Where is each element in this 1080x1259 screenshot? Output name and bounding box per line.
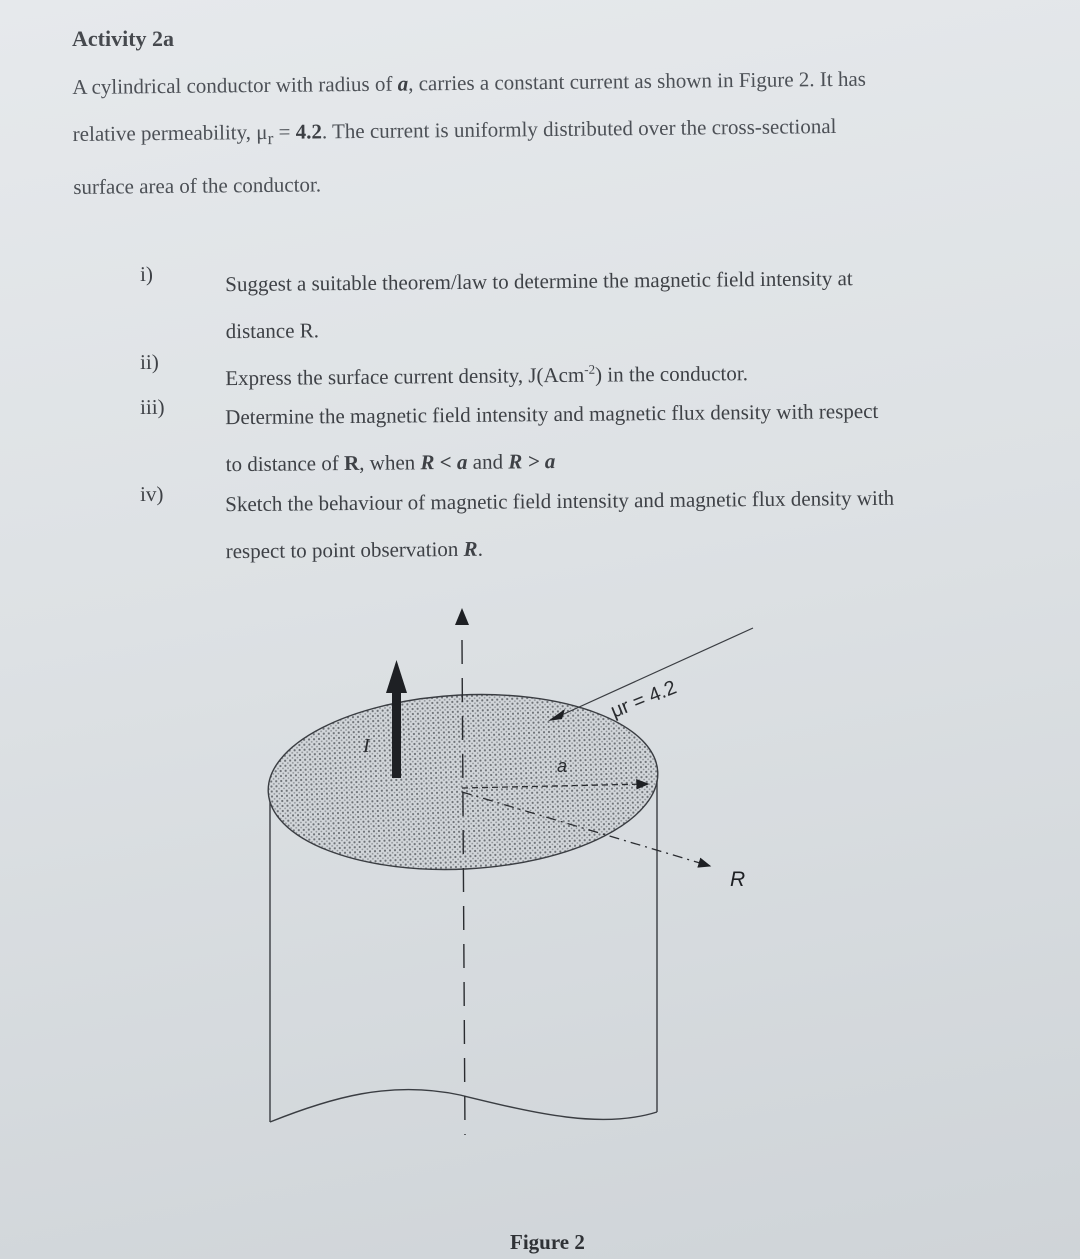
question-number: ii) [140, 349, 159, 374]
question-iii: iii) Determine the magnetic field intensity and magnetic flux density with respect to distance of R, when R < a and R > a [140, 394, 879, 477]
question-number: iii) [140, 394, 165, 419]
question-i: i) Suggest a suitable theorem/law to determine the magnetic field intensity at distance R. [140, 261, 853, 344]
radius-label: a [557, 756, 568, 776]
figure-caption: Figure 2 [510, 1230, 585, 1254]
axis-arrow-head [455, 608, 469, 625]
intro-line-3: surface area of the conductor. [73, 172, 322, 200]
activity-title: Activity 2a [72, 26, 175, 51]
current-label: I [363, 735, 370, 757]
question-iv: iv) Sketch the behaviour of magnetic field intensity and magnetic flux density with respect to point observation R. [140, 481, 895, 564]
current-arrow-shaft [392, 690, 401, 778]
question-number: i) [140, 261, 154, 286]
permeability-label: μr = 4.2 [607, 676, 680, 723]
intro-line-2: relative permeability, $\mu_r = 4.2$. The current is uniformly distributed over the cross-sectional [72, 113, 837, 149]
current-arrow-head [386, 660, 407, 693]
question-ii: ii) Express the surface current density, J(Acm$^{-2}$) in the conductor. [140, 349, 749, 391]
cylinder-bottom-edge [270, 1090, 657, 1122]
question-number: iv) [140, 481, 164, 506]
intro-line-1: A cylindrical conductor with radius of a, carries a constant current as shown in Figure 2. It has [72, 66, 867, 99]
mu-symbol: μ [256, 119, 268, 145]
distance-label: R [730, 868, 746, 891]
